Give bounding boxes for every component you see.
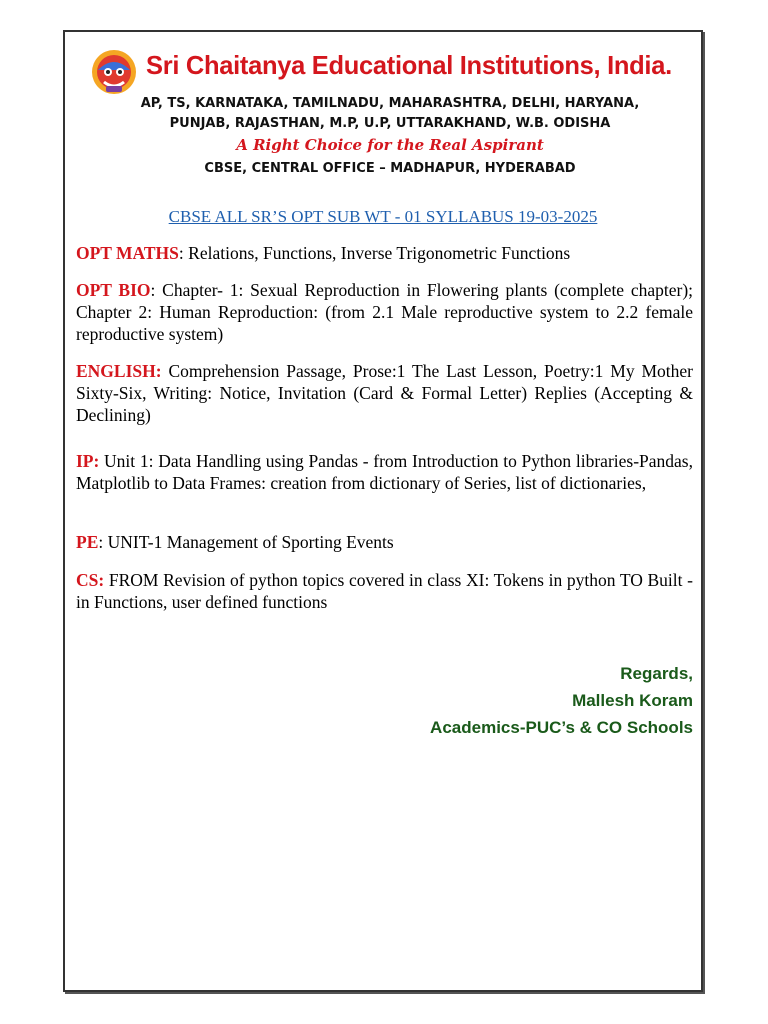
- letterhead: [90, 44, 690, 194]
- section-label: PE: [76, 532, 99, 552]
- section-label: IP:: [76, 451, 100, 471]
- section-text: Unit 1: Data Handling using Pandas - from Introduction to Python libraries-Pandas, Matplotlib to Data Frames: creation from dictionary of Series, list of dictionaries,: [76, 451, 693, 493]
- sri-chaitanya-logo-icon: [90, 48, 138, 96]
- states-line-1: AP, TS, KARNATAKA, TAMILNADU, MAHARASHTRA, DELHI, HARYANA,: [140, 96, 640, 111]
- signature-block: [430, 660, 693, 741]
- section-text: Relations, Functions, Inverse Trigonometric Functions: [188, 243, 571, 263]
- office-address: CBSE, CENTRAL OFFICE – MADHAPUR, HYDERABAD: [204, 161, 576, 176]
- section-cs: [76, 569, 693, 613]
- section-label: OPT MATHS: [76, 243, 179, 263]
- section-label: CS:: [76, 570, 105, 590]
- states-line-2: PUNJAB, RAJASTHAN, M.P, U.P, UTTARAKHAND, W.B. ODISHA: [169, 116, 611, 131]
- section-text: UNIT-1 Management of Sporting Events: [107, 532, 394, 552]
- regards-line: Regards,: [620, 664, 693, 683]
- document-title: CBSE ALL SR’S OPT SUB WT - 01 SYLLABUS 19-03-2025: [168, 207, 598, 226]
- section-separator: :: [178, 243, 189, 263]
- section-english: [76, 360, 693, 426]
- section-text: Chapter- 1: Sexual Reproduction in Flowering plants (complete chapter); Chapter 2: Human Reproduction: (from 2.1 Male reproductive system to 2.2 female reproductive system): [76, 280, 694, 344]
- section-opt-bio: [76, 279, 693, 345]
- signatory-designation: Academics-PUC’s & CO Schools: [430, 718, 693, 737]
- signatory-name: Mallesh Koram: [572, 691, 693, 710]
- section-ip: [76, 450, 693, 494]
- section-separator: :: [98, 532, 108, 552]
- tagline: A Right Choice for the Real Aspirant: [236, 136, 544, 154]
- org-name: Sri Chaitanya Educational Institutions, India.: [146, 50, 672, 80]
- section-separator: [162, 361, 169, 381]
- section-pe: [76, 531, 693, 553]
- section-label: OPT BIO: [76, 280, 151, 300]
- section-opt-maths: [76, 242, 693, 264]
- section-text: FROM Revision of python topics covered in class XI: Tokens in python TO Built -in Functions, user defined functions: [76, 570, 694, 612]
- section-text: Comprehension Passage, Prose:1 The Last Lesson, Poetry:1 My Mother Sixty-Six, Writing: Notice, Invitation (Card & Formal Letter) Replies (Accepting & Declining): [76, 361, 694, 425]
- section-label: ENGLISH:: [76, 361, 162, 381]
- section-separator: :: [150, 280, 163, 300]
